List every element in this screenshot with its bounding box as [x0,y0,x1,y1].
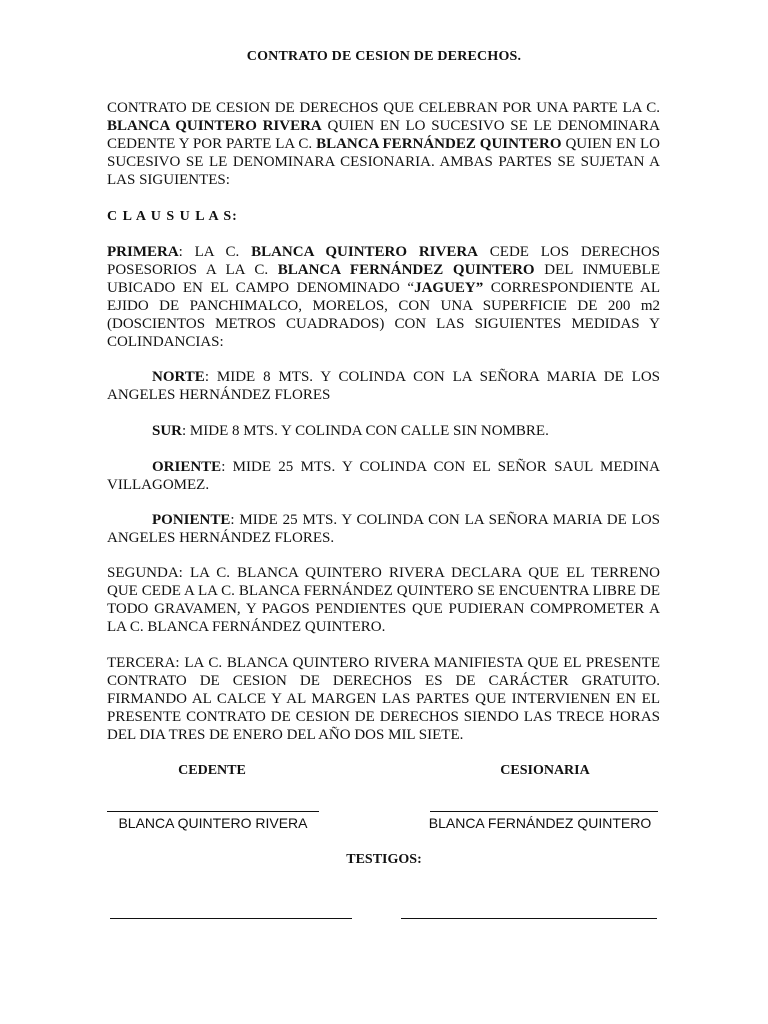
oriente-label: ORIENTE [152,459,222,475]
clausulas-heading: C L A U S U L A S: [107,209,238,224]
clause-segunda: SEGUNDA: LA C. BLANCA QUINTERO RIVERA DECLARA QUE EL TERRENO QUE CEDE A LA C. BLANCA FERNÁNDEZ QUINTERO SE ENCUENTRA LIBRE DE TODO GRAVAMEN, Y PAGOS PENDIENTES QUE PUDIERAN COMPROMETER A LA C. BLANCA FERNÁNDEZ QUINTERO. [107,565,660,635]
colindancia-poniente [107,511,660,547]
primera-text-3: DEL INMUEBLE UBICADO EN EL CAMPO DENOMINADO “ [107,262,660,296]
primera-cedente-name: BLANCA QUINTERO RIVERA [251,244,478,260]
norte-text: : MIDE 8 MTS. Y COLINDA CON LA SEÑORA MARIA DE LOS ANGELES HERNÁNDEZ FLORES [107,369,660,403]
cesionaria-name: BLANCA FERNÁNDEZ QUINTERO [428,815,652,831]
cedente-label: CEDENTE [178,763,246,778]
primera-label: PRIMERA [107,244,179,260]
cedente-signature-line [107,811,319,812]
clause-tercera: TERCERA: LA C. BLANCA QUINTERO RIVERA MANIFIESTA QUE EL PRESENTE CONTRATO DE CESION DE DERECHOS ES DE CARÁCTER GRATUITO. FIRMANDO AL CALCE Y AL MARGEN LAS PARTES QUE INTERVIENEN EN EL PRESENTE CONTRATO DE CESION DE DERECHOS SIENDO LAS TRECE HORAS DEL DIA TRES DE ENERO DEL AÑO DOS MIL SIETE. [107,655,660,743]
poniente-label: PONIENTE [152,512,231,528]
testigos-label: TESTIGOS: [346,852,422,867]
oriente-text: : MIDE 25 MTS. Y COLINDA CON EL SEÑOR SAUL MEDINA VILLAGOMEZ. [107,459,660,493]
cesionaria-signature-line [430,811,658,812]
norte-label: NORTE [152,369,205,385]
colindancia-oriente [107,458,660,494]
primera-cesionaria-name: BLANCA FERNÁNDEZ QUINTERO [277,262,535,278]
sur-label: SUR [152,423,183,439]
colindancia-norte [107,368,660,404]
intro-text-1: CONTRATO DE CESION DE DERECHOS QUE CELEBRAN POR UNA PARTE LA C. [107,100,660,116]
primera-campo-name: JAGUEY” [414,280,484,296]
colindancia-sur [107,422,660,440]
intro-text-3: QUIEN EN LO SUCESIVO SE LE DENOMINARA CESIONARIA. AMBAS PARTES SE SUJETAN A LAS SIGUIENTES: [107,136,660,188]
sur-text: : MIDE 8 MTS. Y COLINDA CON CALLE SIN NOMBRE. [182,423,549,439]
primera-text-2: CEDE LOS DERECHOS POSESORIOS A LA C. [107,244,660,278]
document-title: CONTRATO DE CESION DE DERECHOS. [246,49,522,64]
cesionaria-label: CESIONARIA [500,763,590,778]
intro-text-2: QUIEN EN LO SUCESIVO SE LE DENOMINARA CEDENTE Y POR PARTE LA C. [107,118,660,152]
testigo-1-signature-line [110,918,352,919]
testigo-2-signature-line [401,918,657,919]
poniente-text: : MIDE 25 MTS. Y COLINDA CON LA SEÑORA MARIA DE LOS ANGELES HERNÁNDEZ FLORES. [107,512,660,546]
intro-cedente-name: BLANCA QUINTERO RIVERA [107,118,322,134]
intro-paragraph [107,99,660,189]
cedente-name: BLANCA QUINTERO RIVERA [118,815,308,831]
clause-primera [107,243,660,351]
primera-text-4: CORRESPONDIENTE AL EJIDO DE PANCHIMALCO, MORELOS, CON UNA SUPERFICIE DE 200 m2 (DOSCIENTOS METROS CUADRADOS) CON LAS SIGUIENTES MEDIDAS Y COLINDANCIAS: [107,280,660,350]
primera-text-1: : LA C. [178,244,252,260]
intro-cesionaria-name: BLANCA FERNÁNDEZ QUINTERO [316,136,562,152]
